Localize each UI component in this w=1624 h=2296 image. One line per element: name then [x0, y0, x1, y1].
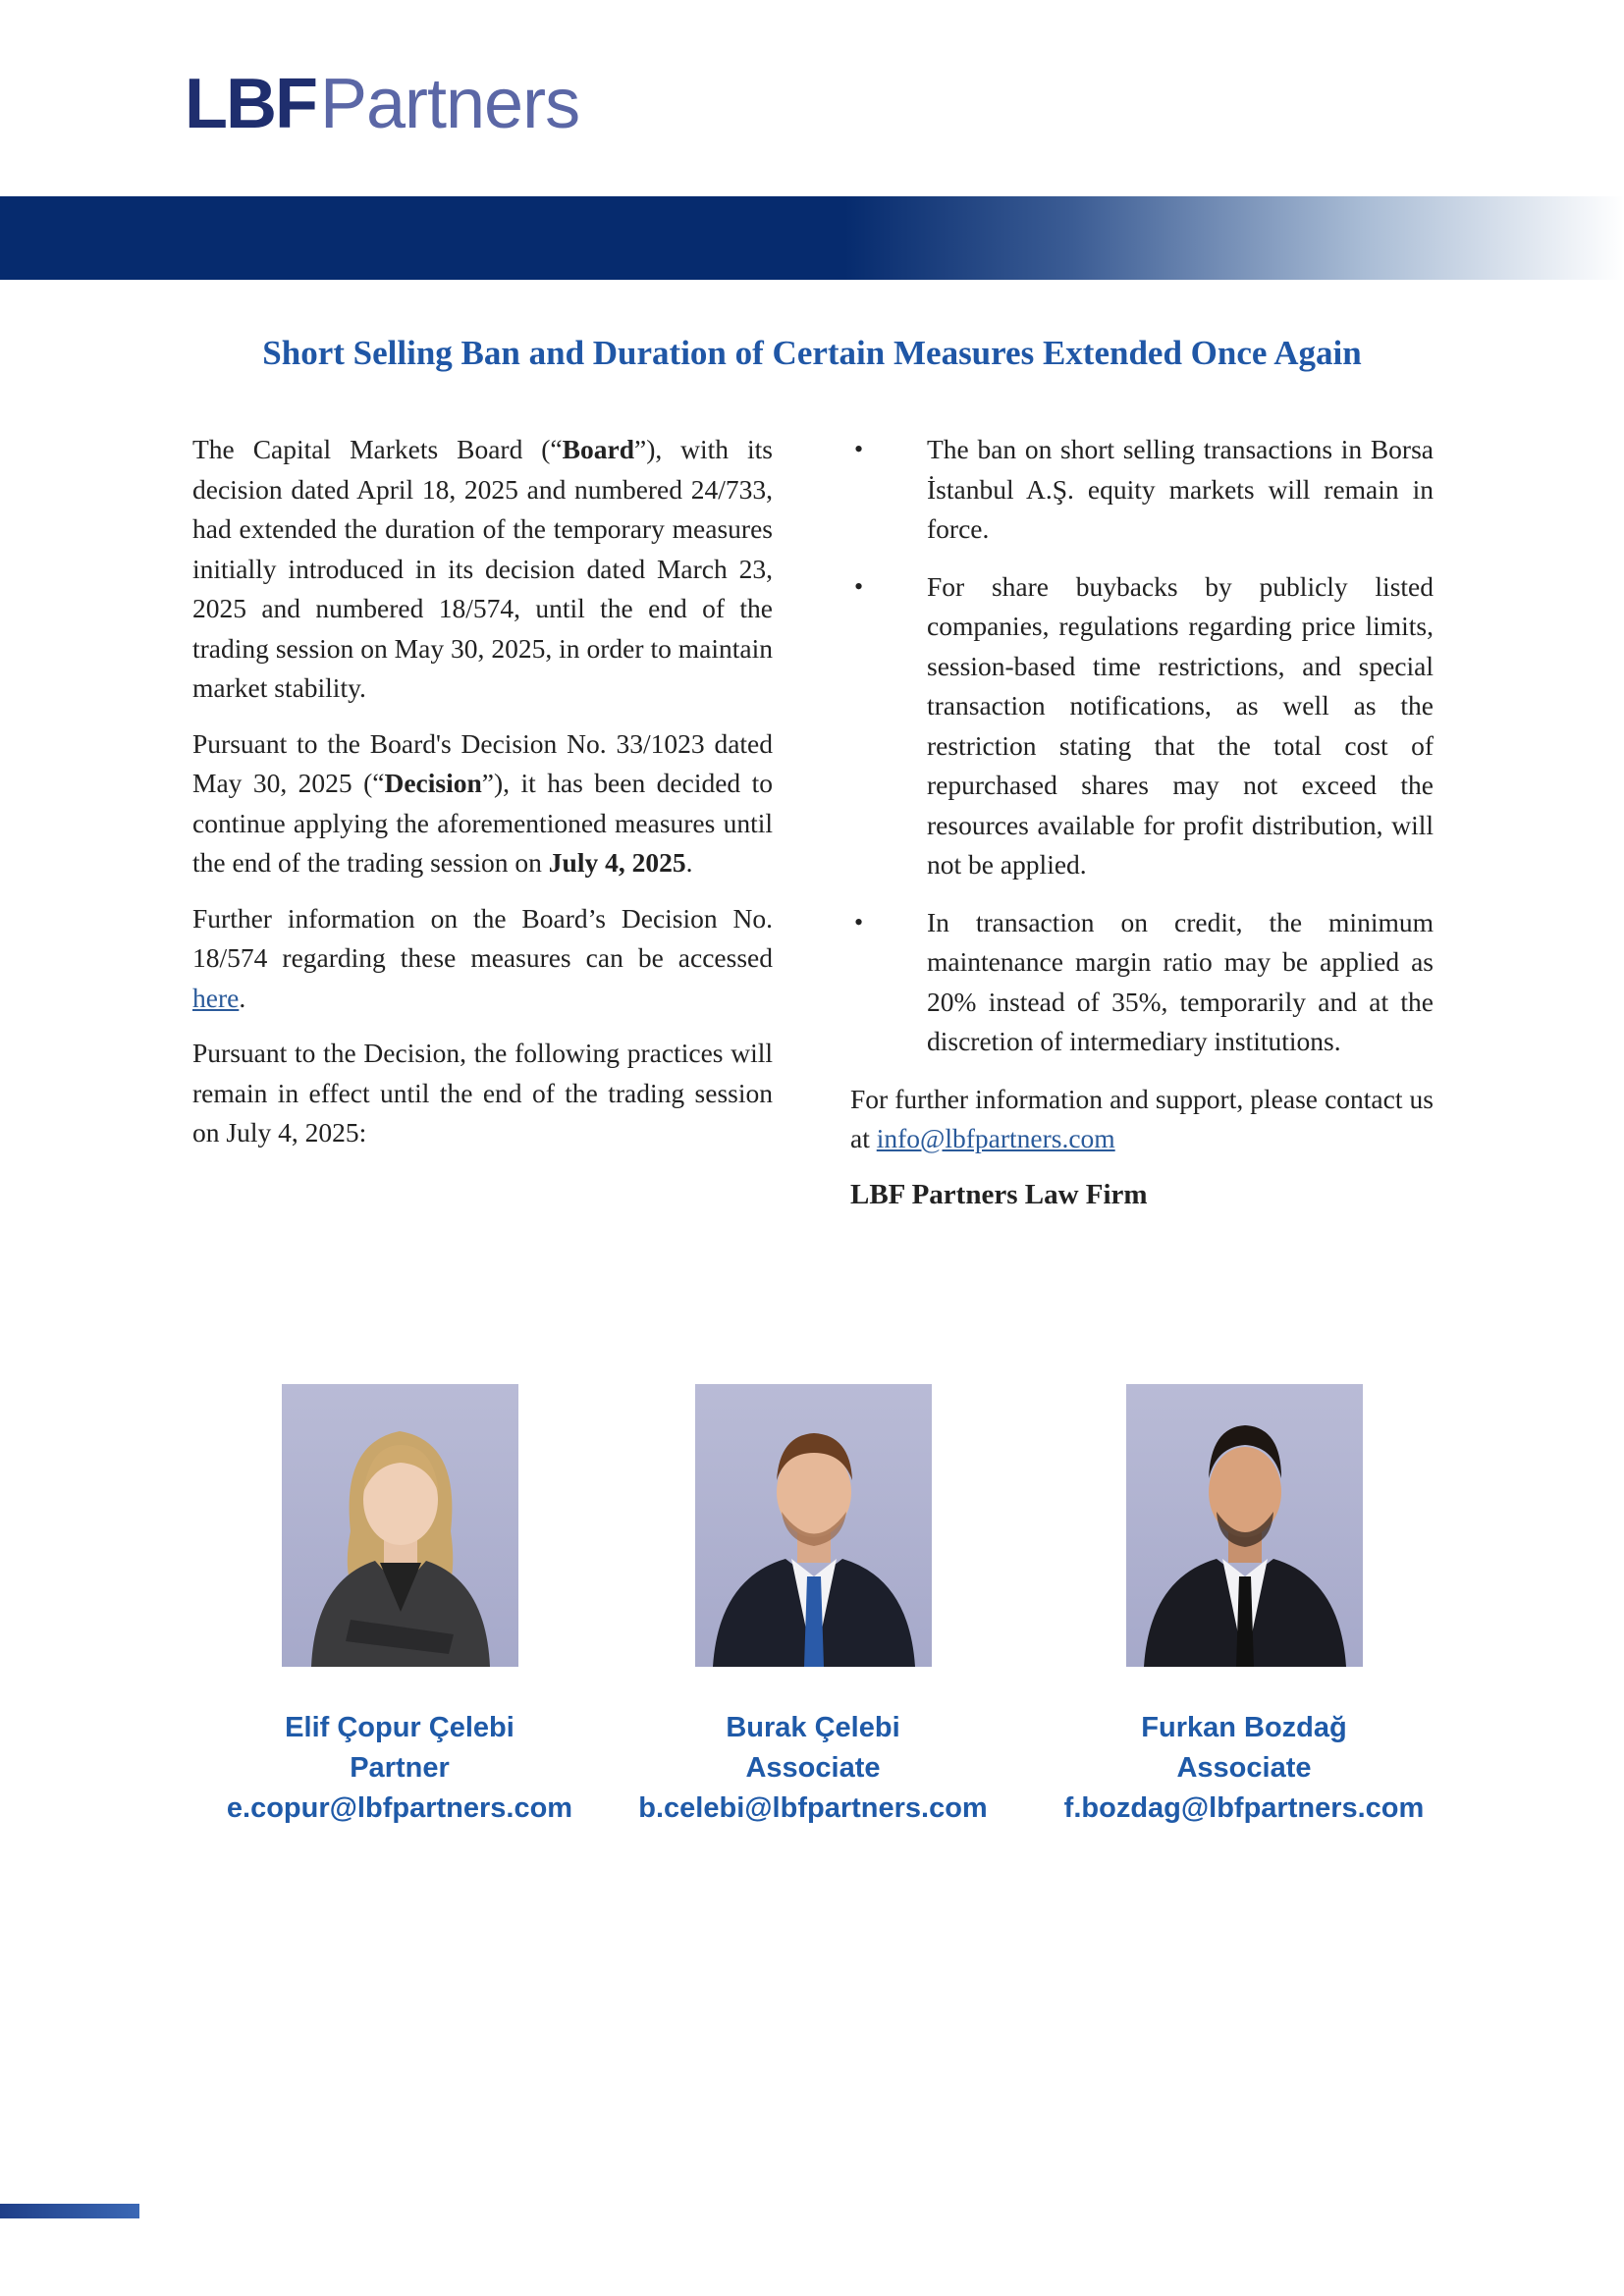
contact-email-link[interactable]: info@lbfpartners.com — [876, 1123, 1115, 1153]
bullet-icon: • — [854, 571, 864, 601]
paragraph-decision — [192, 724, 773, 883]
person-name: Elif Çopur Çelebi — [285, 1712, 514, 1743]
text: For further information and support, please contact us at — [850, 1083, 1434, 1153]
paragraph-contact — [850, 1080, 1434, 1159]
text: Pursuant to the Board's Decision No. 33/1023 dated May 30, 2025 (“ — [192, 727, 773, 798]
page-title: Short Selling Ban and Duration of Certain Measures Extended Once Again — [262, 334, 1362, 372]
footer-accent-bar — [0, 2204, 139, 2218]
contact-card-furkan — [1038, 1708, 1450, 1829]
left-column — [192, 430, 773, 1169]
photo-burak-celebi — [695, 1384, 932, 1667]
person-role: Associate — [1176, 1752, 1312, 1784]
text: ”), with its decision dated April 18, 2025 and numbered 24/733, had extended the duration of the temporary measures initially introduced in its decision dated March 23, 2025 and numbered 18/574, until the end of the trading session on May 30, 2025, in order to maintain market stability. — [192, 434, 773, 703]
text: The Capital Markets Board (“ — [192, 434, 563, 464]
firm-name: LBF Partners Law Firm — [850, 1178, 1148, 1210]
person-name: Burak Çelebi — [726, 1712, 900, 1743]
end-date: July 4, 2025 — [548, 847, 686, 878]
list-item-text: In transaction on credit, the minimum maintenance margin ratio may be applied as 20% instead of 35%, temporarily and at the discretion of intermediary institutions. — [927, 906, 1434, 1056]
paragraph-practices-intro: Pursuant to the Decision, the following practices will remain in effect until the end of the trading session on July 4, 2025: — [192, 1038, 773, 1148]
contact-card-elif — [193, 1708, 606, 1829]
person-name: Furkan Bozdağ — [1141, 1712, 1347, 1743]
right-column — [850, 430, 1434, 1230]
term-decision: Decision — [384, 768, 482, 798]
person-email[interactable]: e.copur@lbfpartners.com — [226, 1792, 573, 1824]
person-email[interactable]: f.bozdag@lbfpartners.com — [1063, 1792, 1425, 1824]
paragraph-board-decision — [192, 430, 773, 709]
logo-lbf: LBF — [185, 65, 316, 143]
contact-card-burak — [607, 1708, 1019, 1829]
list-item — [850, 903, 1434, 1062]
bullet-icon: • — [854, 435, 864, 463]
list-item-text: The ban on short selling transactions in Borsa İstanbul A.Ş. equity markets will remain in force. — [927, 434, 1434, 544]
list-item — [850, 430, 1434, 550]
text: Further information on the Board’s Decision No. 18/574 regarding these measures can be accessed — [192, 902, 773, 973]
photo-furkan-bozdag — [1126, 1384, 1363, 1667]
paragraph-further-info — [192, 899, 773, 1019]
here-link[interactable]: here — [192, 982, 240, 1013]
text: . — [239, 982, 246, 1013]
practices-list — [850, 430, 1434, 1062]
person-role: Partner — [350, 1752, 450, 1784]
photo-elif-copur-celebi — [282, 1384, 518, 1667]
person-role: Associate — [745, 1752, 881, 1784]
person-email[interactable]: b.celebi@lbfpartners.com — [638, 1792, 988, 1824]
header-banner — [0, 196, 1624, 280]
list-item-text: For share buybacks by publicly listed companies, regulations regarding price limits, session-based time restrictions, and special transaction notifications, as well as the restriction stating that the total cost of repurchased shares may not exceed the resources available for profit distribution, will not be applied. — [927, 570, 1434, 880]
text: . — [685, 847, 693, 878]
company-logo — [185, 65, 579, 143]
logo-partners: Partners — [319, 65, 580, 143]
text: ”), it has been decided to continue applying the aforementioned measures until the end of the trading session on — [192, 768, 773, 878]
bullet-icon: • — [854, 907, 864, 936]
list-item — [850, 567, 1434, 885]
term-board: Board — [562, 434, 634, 464]
